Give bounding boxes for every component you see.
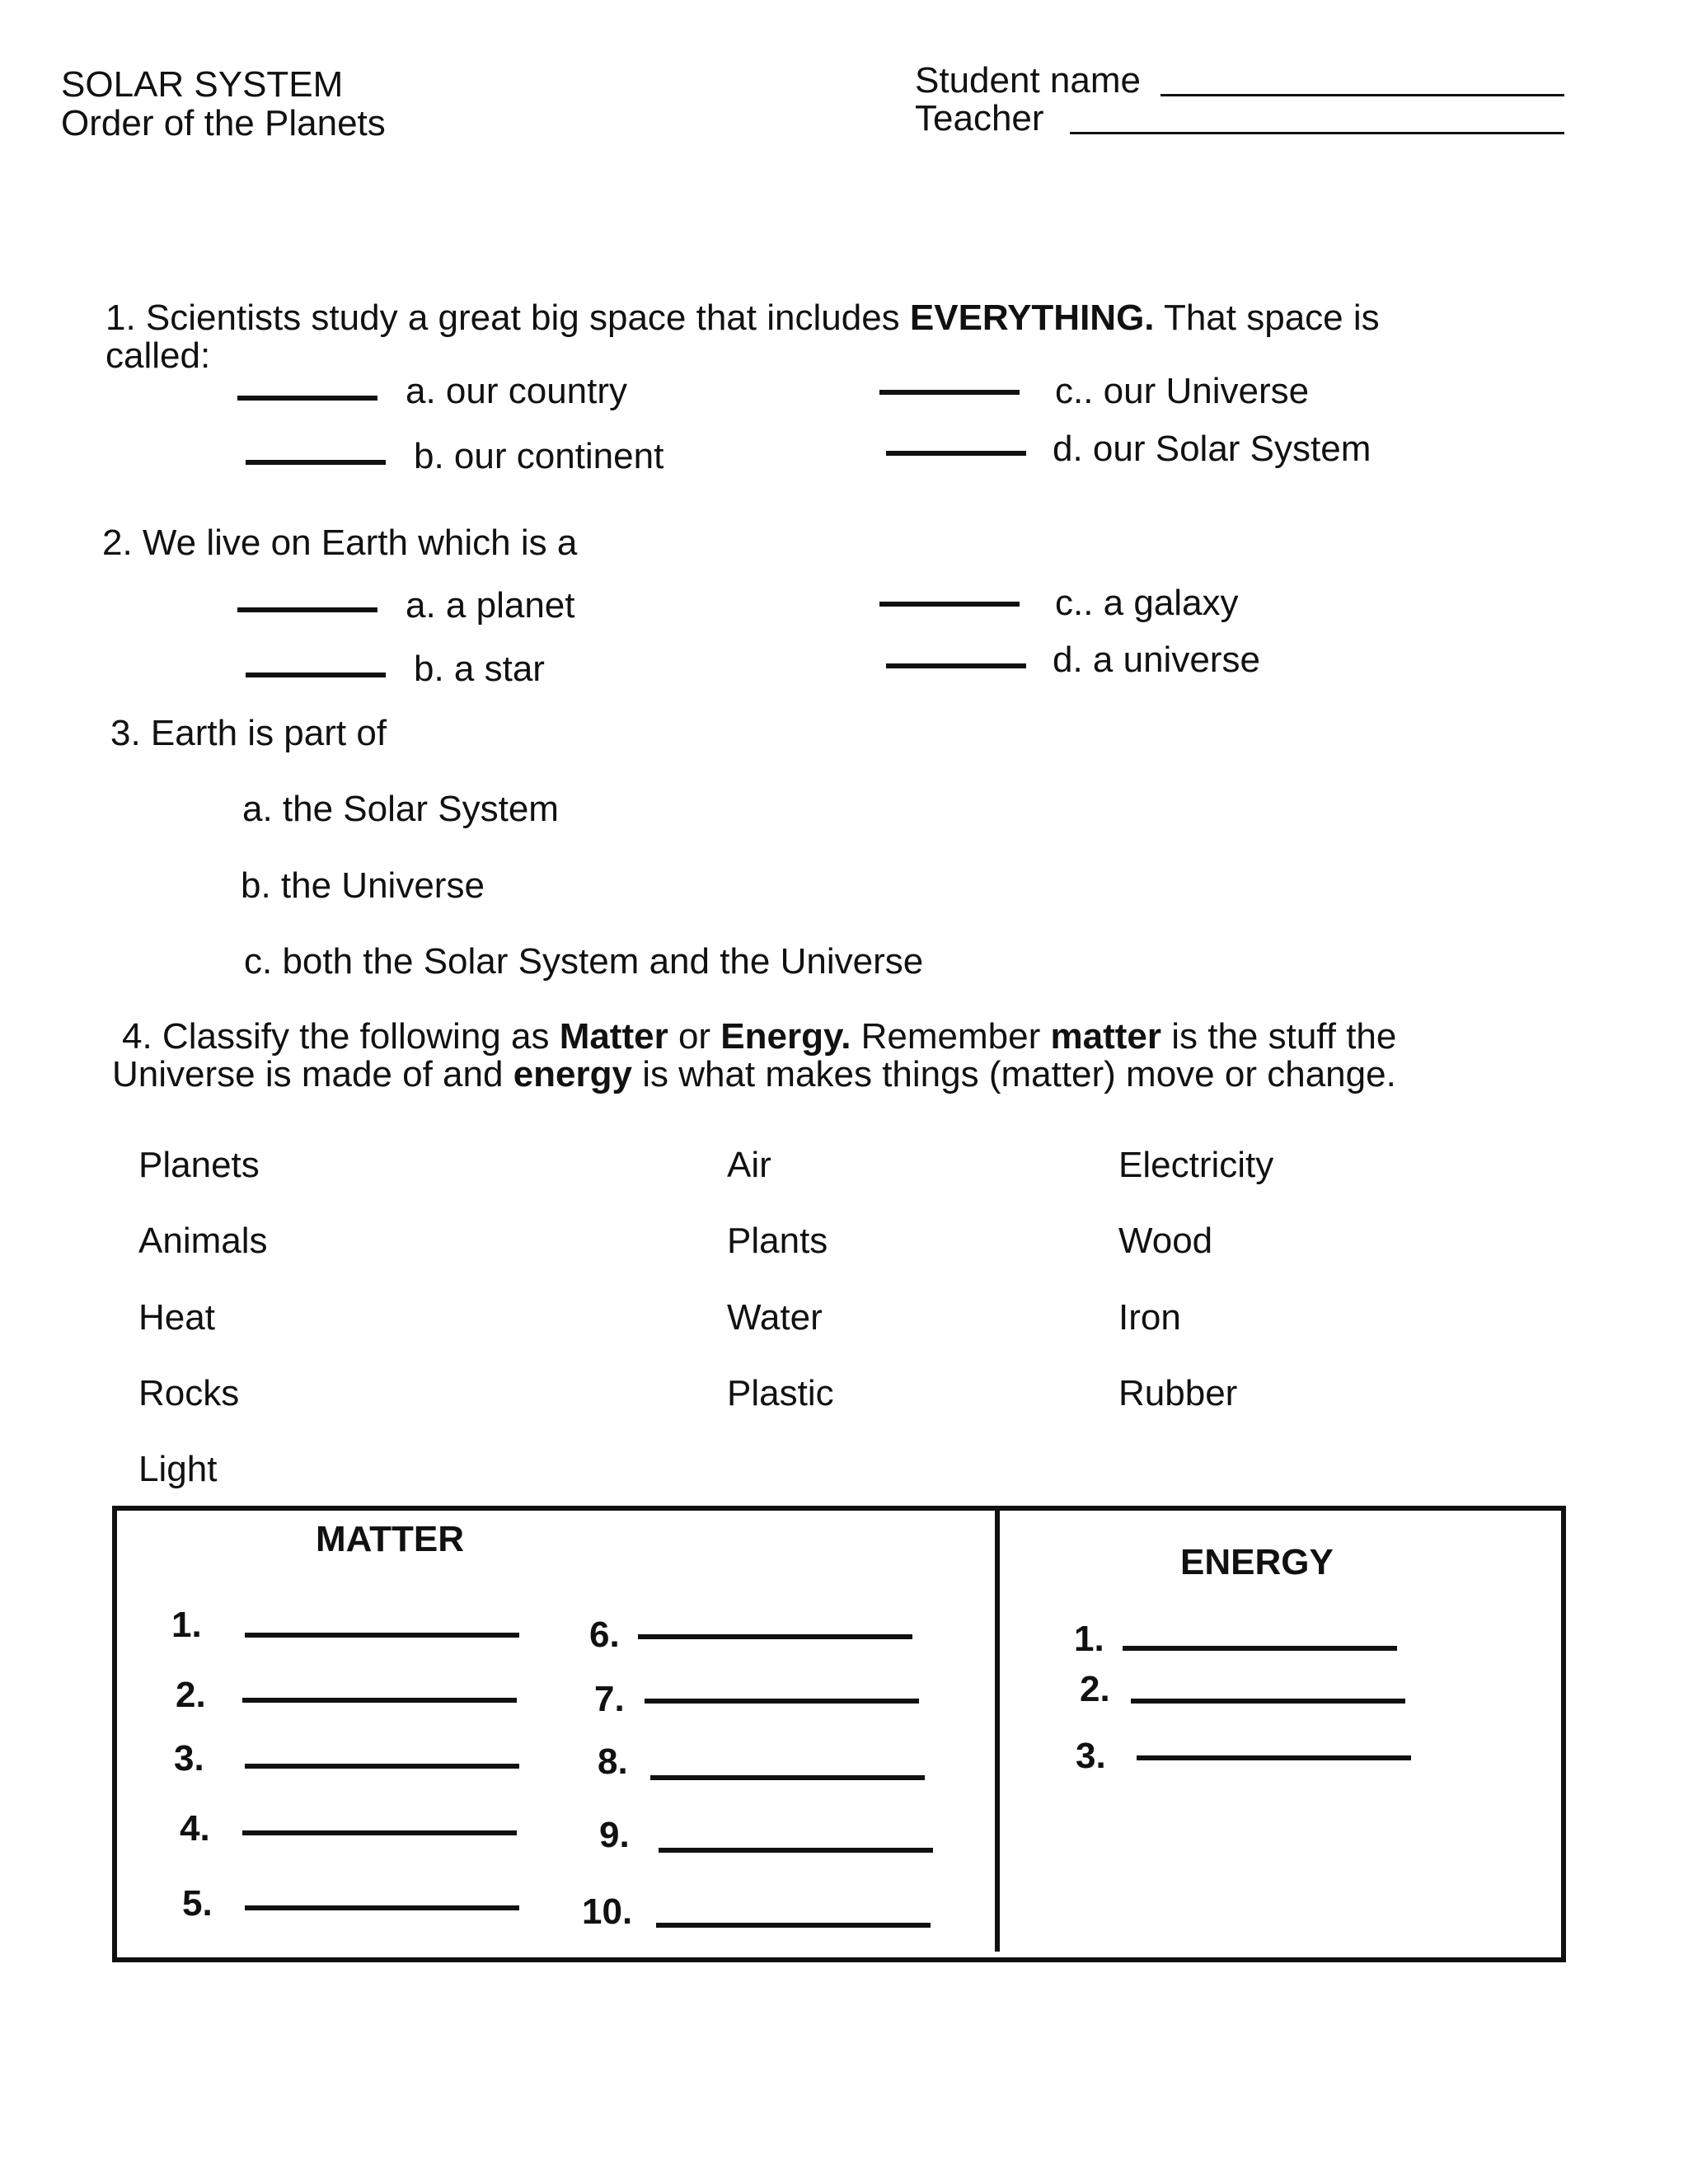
q2-answer-a-blank[interactable] xyxy=(237,607,377,612)
q1-prompt-text: 1. Scientists study a great big space that includes xyxy=(106,298,910,338)
q4-matter-emphasis: matter xyxy=(1050,1016,1161,1057)
word-item: Water xyxy=(727,1297,823,1338)
energy-number: 1. xyxy=(1074,1619,1104,1659)
word-item: Light xyxy=(138,1449,218,1489)
word-item: Rocks xyxy=(138,1373,240,1413)
matter-number: 2. xyxy=(176,1675,206,1715)
worksheet-subtitle: Order of the Planets xyxy=(61,103,386,143)
word-item: Air xyxy=(727,1145,771,1185)
classification-table xyxy=(112,1506,1566,1962)
q4-text: or xyxy=(668,1016,721,1057)
energy-blank-1[interactable] xyxy=(1123,1646,1397,1651)
matter-blank-2[interactable] xyxy=(242,1698,517,1703)
q2-option-a: a. a planet xyxy=(406,585,575,626)
matter-blank-4[interactable] xyxy=(242,1830,517,1835)
q2-option-c: c.. a galaxy xyxy=(1055,583,1239,623)
matter-number: 8. xyxy=(598,1741,628,1782)
matter-blank-3[interactable] xyxy=(245,1764,519,1769)
q4-text: Remember xyxy=(851,1016,1051,1057)
matter-number: 9. xyxy=(599,1815,630,1855)
q1-option-b: b. our continent xyxy=(414,436,664,476)
matter-number: 10. xyxy=(582,1891,633,1932)
matter-blank-8[interactable] xyxy=(650,1775,925,1780)
q2-option-b: b. a star xyxy=(414,649,545,689)
energy-heading: ENERGY xyxy=(1180,1542,1334,1582)
word-item: Heat xyxy=(138,1297,215,1338)
q4-prompt-line1 xyxy=(122,1016,1397,1057)
q4-text: is what makes things (matter) move or change. xyxy=(631,1054,1396,1094)
q4-energy-emphasis: Energy. xyxy=(720,1016,851,1057)
word-item: Plastic xyxy=(727,1373,834,1413)
q1-prompt-tail: That space is xyxy=(1154,298,1380,338)
q4-text: Universe is made of and xyxy=(112,1054,513,1094)
q4-text: 4. Classify the following as xyxy=(122,1016,560,1057)
q2-answer-b-blank[interactable] xyxy=(246,673,386,677)
matter-blank-7[interactable] xyxy=(645,1699,919,1704)
q1-prompt-emphasis: EVERYTHING. xyxy=(909,298,1155,338)
q1-answer-b-blank[interactable] xyxy=(246,460,386,465)
matter-number: 6. xyxy=(589,1615,620,1655)
q3-option-b: b. the Universe xyxy=(241,865,485,906)
matter-blank-9[interactable] xyxy=(659,1848,933,1853)
energy-blank-2[interactable] xyxy=(1131,1699,1405,1704)
q4-energy-emphasis: energy xyxy=(513,1054,632,1094)
matter-number: 3. xyxy=(174,1738,204,1779)
q2-option-d: d. a universe xyxy=(1053,640,1260,680)
matter-blank-10[interactable] xyxy=(656,1923,931,1928)
q2-prompt: 2. We live on Earth which is a xyxy=(102,523,578,563)
q1-option-c: c.. our Universe xyxy=(1055,371,1310,411)
q1-answer-a-blank[interactable] xyxy=(237,396,377,401)
energy-blank-3[interactable] xyxy=(1137,1755,1411,1760)
word-item: Wood xyxy=(1118,1221,1213,1261)
q1-answer-d-blank[interactable] xyxy=(886,451,1026,456)
student-name-field[interactable] xyxy=(1160,94,1564,96)
matter-number: 7. xyxy=(594,1679,625,1719)
matter-blank-1[interactable] xyxy=(245,1633,519,1638)
q1-option-d: d. our Solar System xyxy=(1053,429,1372,469)
q3-option-c: c. both the Solar System and the Universe xyxy=(244,941,924,982)
worksheet-title: SOLAR SYSTEM xyxy=(61,64,344,105)
q1-answer-c-blank[interactable] xyxy=(879,390,1020,395)
matter-heading: MATTER xyxy=(316,1519,465,1559)
q3-option-a: a. the Solar System xyxy=(242,789,559,829)
q4-prompt-line2 xyxy=(112,1054,1396,1094)
word-item: Plants xyxy=(727,1221,828,1261)
teacher-label: Teacher xyxy=(915,98,1044,138)
q4-text: is the stuff the xyxy=(1161,1016,1397,1057)
matter-blank-6[interactable] xyxy=(638,1634,912,1639)
q2-answer-d-blank[interactable] xyxy=(886,663,1026,668)
matter-number: 5. xyxy=(182,1883,213,1924)
teacher-field[interactable] xyxy=(1070,132,1564,134)
word-item: Electricity xyxy=(1118,1145,1274,1185)
matter-number: 1. xyxy=(171,1605,202,1645)
q4-matter-emphasis: Matter xyxy=(559,1016,668,1057)
word-item: Iron xyxy=(1118,1297,1181,1338)
word-item: Animals xyxy=(138,1221,268,1261)
energy-number: 3. xyxy=(1076,1736,1106,1776)
word-item: Planets xyxy=(138,1145,260,1185)
q2-answer-c-blank[interactable] xyxy=(879,602,1020,607)
energy-number: 2. xyxy=(1080,1669,1110,1709)
table-divider xyxy=(995,1508,1000,1952)
word-item: Rubber xyxy=(1118,1373,1238,1413)
q1-prompt xyxy=(106,300,1380,336)
q3-prompt: 3. Earth is part of xyxy=(110,713,387,753)
q1-prompt-line2: called: xyxy=(106,335,211,376)
matter-number: 4. xyxy=(180,1808,210,1849)
student-name-label: Student name xyxy=(915,60,1141,101)
matter-blank-5[interactable] xyxy=(245,1905,519,1910)
q1-option-a: a. our country xyxy=(406,371,628,411)
